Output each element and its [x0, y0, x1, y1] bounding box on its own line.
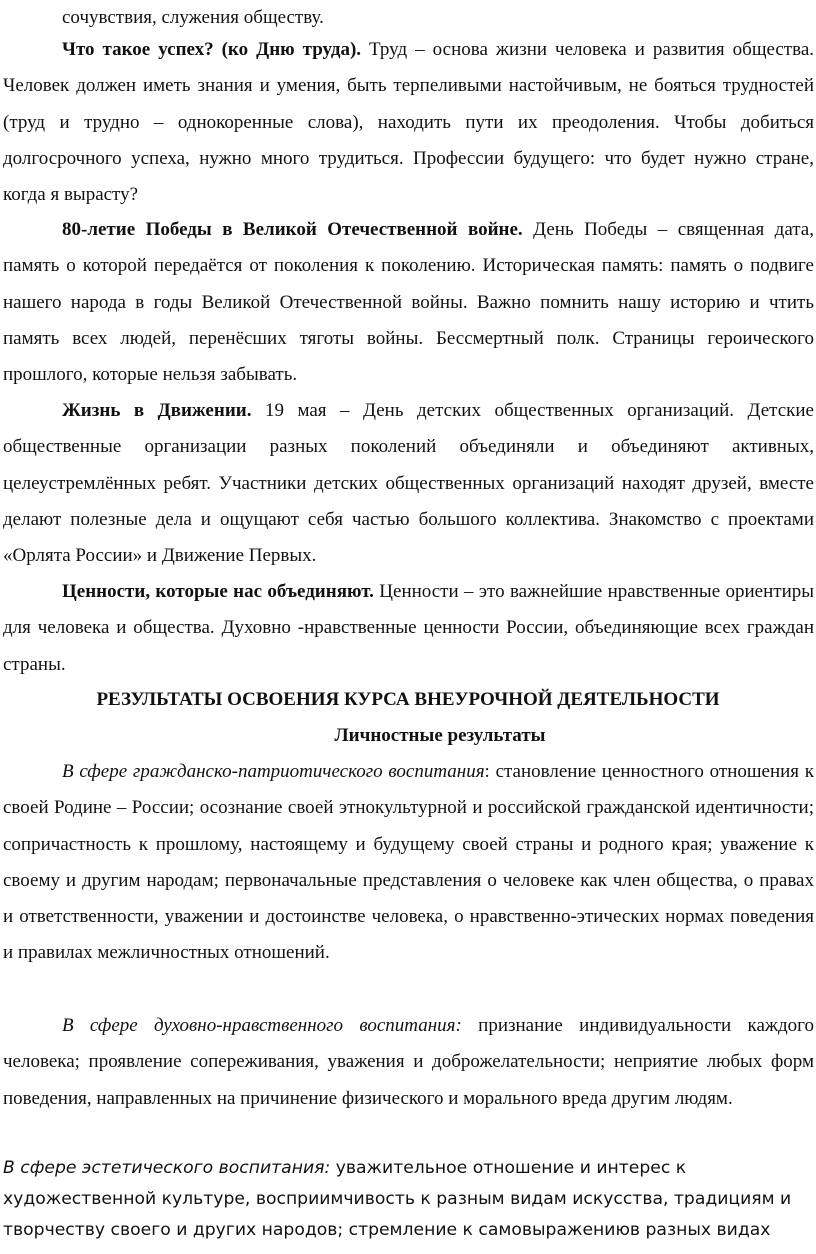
subsection-heading: Личностные результаты: [334, 725, 546, 746]
paragraph-text: День Победы – священная дата, память о которой передаётся от поколения к поколению. Историческая память: память о подвиге нашего народа в годы Великой Отечественной войны. Важно помнить нашу историю и чтить память всех людей, перенёсших тяготы войны. Бессмертный полк. Страницы героического прошлого, которые нельзя забывать.: [3, 219, 814, 386]
paragraph-text: признание индивидуальности каждого человека; проявление сопереживания, уважения и доброжелательности; неприятие любых форм поведения, направленных на причинение физического и морального вреда другим людям.: [3, 1015, 814, 1109]
paragraph-text: Ценности – это важнейшие нравственные ориентиры для человека и общества. Духовно -нравственные ценности России, объединяющие всех граждан страны.: [3, 581, 815, 675]
paragraph-continuation: [3, 0, 814, 36]
paragraph-lead: В сфере духовно-нравственного воспитания:: [62, 1015, 462, 1036]
paragraph-victory-day: [3, 212, 814, 393]
paragraph-lead: Жизнь в Движении.: [62, 400, 252, 421]
paragraph-aesthetic: [3, 1153, 814, 1246]
paragraph-text: : становление ценностного отношения к своей Родине – России; осознание своей этнокультурной и российской гражданской идентичности; сопричастность к прошлому, настоящему и будущему своей страны и родного края; уважение к своему и другим народам; первоначальные представления о человеке как член общества, о правах и ответственности, уважении и достоинстве человека, о нравственно-этических нормах поведения и правилах межличностных отношений.: [3, 761, 814, 964]
paragraph-text: Труд – основа жизни человека и развития общества. Человек должен иметь знания и умения, быть терпеливыми настойчивым, не бояться трудностей (труд и трудно – однокоренные слова), находить пути их преодоления. Чтобы добиться долгосрочного успеха, нужно много трудиться. Профессии будущего: что будет нужно стране, когда я вырасту?: [3, 39, 815, 206]
paragraph-labor-day: [3, 32, 814, 213]
paragraph-text: 19 мая – День детских общественных организаций. Детские общественные организации разных поколений объединяли и объединяют активных, целеустремлённых ребят. Участники детских общественных организаций находят друзей, вместе делают полезные дела и ощущают себя частью большого коллектива. Знакомство с проектами «Орлята России» и Движение Первых.: [3, 400, 814, 567]
paragraph-spiritual-moral: [3, 1008, 814, 1117]
paragraph-values: [3, 574, 814, 683]
paragraph-lead: Ценности, которые нас объединяют.: [62, 581, 374, 602]
paragraph-lead: 80-летие Победы в Великой Отечественной войне.: [62, 219, 523, 240]
section-heading: РЕЗУЛЬТАТЫ ОСВОЕНИЯ КУРСА ВНЕУРОЧНОЙ ДЕЯТЕЛЬНОСТИ: [96, 689, 720, 710]
paragraph-lead: В сфере эстетического воспитания:: [3, 1158, 331, 1178]
paragraph-civic-patriotic: [3, 754, 814, 972]
paragraph-lead: В сфере гражданско-патриотического воспитания: [62, 761, 485, 782]
paragraph-text: уважительное отношение и интерес к художественной культуре, восприимчивость к разным видам искусства, традициям и творчеству своего и других народов; стремление к самовыражениюв разных видах: [3, 1158, 792, 1240]
paragraph-life-in-movement: [3, 393, 814, 574]
paragraph-lead: Что такое успех? (ко Дню труда).: [62, 39, 362, 60]
paragraph-text: сочувствия, служения обществу.: [62, 7, 324, 28]
